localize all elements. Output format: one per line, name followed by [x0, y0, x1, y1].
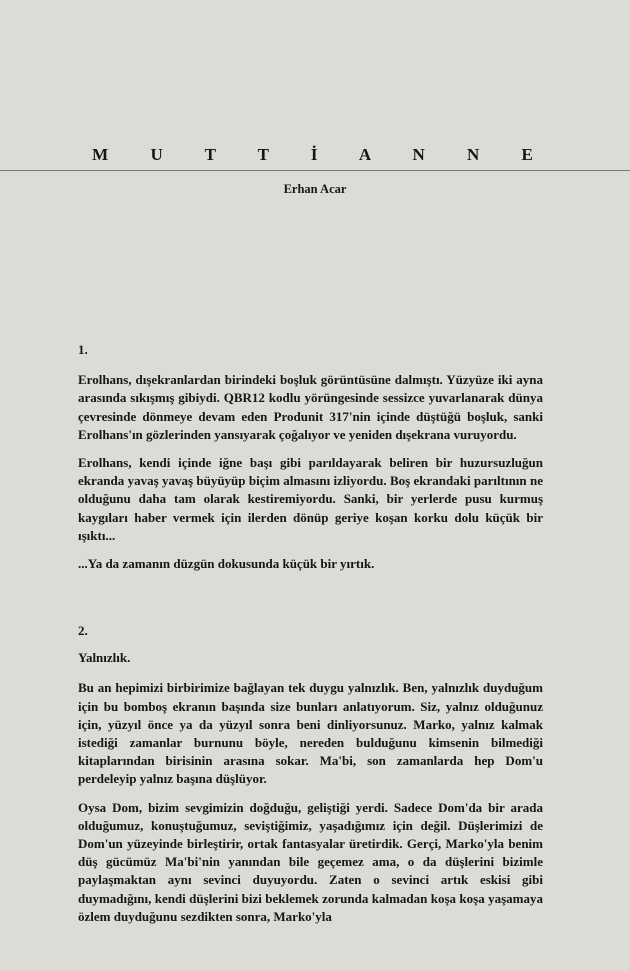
- title-divider: [0, 170, 630, 171]
- paragraph: ...Ya da zamanın düzgün dokusunda küçük bir yırtık.: [78, 556, 375, 572]
- section-heading: Yalnızlık.: [78, 650, 131, 666]
- paragraph: Bu an hepimizi birbirimize bağlayan tek duygu yalnızlık. Ben, yalnızlık duyduğum için bu bomboş ekranın başında size bunları anlatıyorum. Siz, yalnız olduğunuz için, yüzyıl önce ya da yüzyıl sonra beni dinliyorsunuz. Marko, yalnız kalmak istediği zamanlar burnunu böyle, nereden bulduğunu kimsenin bilmediği kitaplarından birisinin arasına sokar. Ma'bi, son zamanlarda hep Dom'u perdeleyip yalnız başına düşlüyor.: [78, 680, 543, 787]
- section-1: [78, 341, 543, 583]
- paragraph: Erolhans, kendi içinde iğne başı gibi parıldayarak beliren bir huzursuzluğun ekranda yavaş yavaş büyüyüp biçim almasını izliyordu. Boş ekrandaki parıltının ne olduğunu daha tam olarak kestiremiyordu. Sanki, bir yerlerde pusu kurmuş kaygıları haber vermek için ilerden dönüp geriye koşan korku dolu küçük bir ışıktı...: [78, 455, 543, 543]
- paragraph: Erolhans, dışekranlardan birindeki boşluk görüntüsüne dalmıştı. Yüzyüze iki ayna arasında sıkışmış gibiydi. QBR12 kodlu yörüngesinde sessizce yuvarlanarak dünya çevresinde dönmeye devam eden Produnit 317'nin içinde düştüğü boşluk, sanki Erolhans'ın gözlerinden yansıyarak çoğalıyor ve yeniden dışekrana vuruyordu.: [78, 372, 543, 442]
- paragraph: Oysa Dom, bizim sevgimizin doğduğu, geliştiği yerdi. Sadece Dom'da bir arada olduğumuz, konuştuğumuz, seviştiğimiz, yaşadığımız için değil. Düşlerimizi de Dom'un yüzeyinde birleştirir, ortak fantasyalar üretirdik. Gerçi, Marko'yla benim düş gücümüz Ma'bi'nin yanından bile geçemez ama, o da düşlerini bizimle paylaşmaktan aynı sevinci duyuyordu. Zaten o sevinci artık eskisi gibi duymadığını, kendi düşlerini bizi beklemek zorunda kalmadan koşa koşa yaşamaya özlem duyduğunu sezdikten sonra, Marko'yla: [78, 799, 543, 924]
- author-name: Erhan Acar: [283, 182, 347, 196]
- section-number: 1.: [78, 342, 88, 357]
- section-2: [78, 622, 543, 936]
- story-title: M U T T İ A N N E: [92, 145, 552, 164]
- section-number: 2.: [78, 623, 88, 638]
